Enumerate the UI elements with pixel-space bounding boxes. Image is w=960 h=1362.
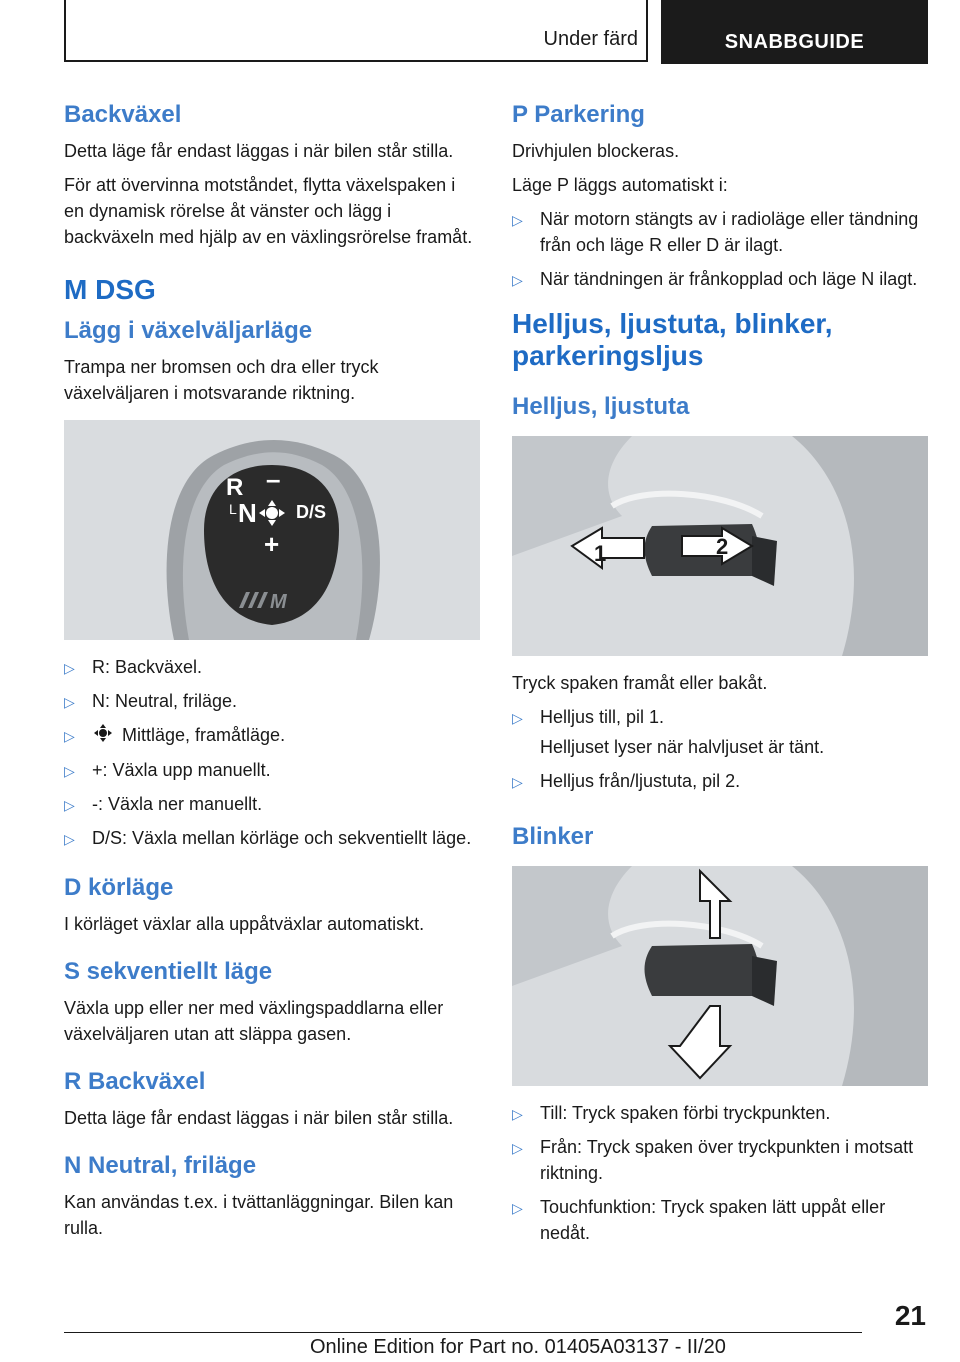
list-item: ▷ Helljus från/ljustuta, pil 2. [512, 768, 928, 794]
heading-p-parkering: P Parkering [512, 101, 645, 128]
section-title: Under färd [543, 28, 638, 50]
para-backvaxel-2: För att övervinna motståndet, flytta växelspaken i en dynamisk rörelse åt vänster och lägg i backväxeln med hjälp av en växlingsrörelse framåt. [64, 175, 473, 247]
list-item: ▷ D/S: Växla mellan körläge och sekventiellt läge. [64, 825, 480, 851]
gear-knob-illustration [64, 420, 480, 640]
parking-list [512, 206, 928, 292]
para-tryck: Tryck spaken framåt eller bakåt. [512, 673, 768, 693]
list-item: ▷ -: Växla ner manuellt. [64, 791, 480, 817]
heading-helljus-main: Helljus, ljustuta, blinker, parkeringsljus [512, 308, 833, 371]
para-d-korlage: I körläget växlar alla uppåtväxlar automatiskt. [64, 914, 425, 935]
para-backvaxel-1: Detta läge får endast läggas i när bilen står stilla. [64, 141, 454, 161]
heading-helljus: Helljus, ljustuta [512, 393, 690, 420]
list-item: ▷ +: Växla upp manuellt. [64, 757, 480, 783]
helljus-note: Helljuset lyser när halvljuset är tänt. [540, 737, 825, 757]
heading-m-dsg: M DSG [64, 274, 156, 305]
list-item: ▷ R: Backväxel. [64, 654, 480, 680]
arrow-label-2: 2 [716, 534, 729, 559]
heading-d-korlage: D körläge [64, 874, 174, 902]
turn-signal-figure [512, 866, 928, 1086]
headlight-list [512, 704, 928, 730]
headlight-lever-illustration [512, 436, 928, 656]
knob-label-r: R [226, 474, 244, 501]
triangle-bullet-icon: ▷ [64, 763, 75, 780]
list-item: ▷ N: Neutral, friläge. [64, 688, 480, 714]
list-item: ▷ När tändningen är frånkopplad och läge N ilagt. [512, 266, 928, 292]
para-s-sekventiellt: Växla upp eller ner med växlingspaddlarna eller växelväljaren utan att släppa gasen. [64, 998, 444, 1045]
page-header [64, 0, 928, 64]
list-item: ▷ Touchfunktion: Tryck spaken lätt uppåt eller nedåt. [512, 1197, 886, 1243]
triangle-bullet-icon: ▷ [512, 1106, 523, 1122]
para-lagg: Trampa ner bromsen och dra eller tryck växelväljaren i motsvarande riktning. [64, 357, 379, 403]
footer-divider [64, 1332, 862, 1333]
triangle-bullet-icon: ▷ [64, 728, 75, 744]
para-r-backvaxel: Detta läge får endast läggas i när bilen står stilla. [64, 1108, 454, 1129]
heading-s-sekventiellt: S sekventiellt läge [64, 958, 273, 986]
gear-positions-list [64, 654, 480, 851]
triangle-bullet-icon: ▷ [512, 774, 523, 790]
heading-backvaxel: Backväxel [64, 101, 182, 128]
list-item: ▷ Till: Tryck spaken förbi tryckpunkten. [512, 1100, 928, 1126]
headlight-lever-figure [512, 436, 928, 656]
center-position-icon [92, 723, 114, 749]
list-item: ▷ Från: Tryck spaken över tryckpunkten i motsatt riktning. [512, 1137, 914, 1183]
heading-blinker: Blinker [512, 823, 594, 850]
blinker-list [512, 1100, 928, 1246]
list-item: ▷ När motorn stängts av i radioläge eller tändning från och läge R eller D är ilagt. [512, 209, 919, 255]
para-p-2: Läge P läggs automatiskt i: [512, 175, 728, 195]
knob-label-minus: – [266, 464, 281, 494]
list-item: ▷ Helljus till, pil 1. [512, 704, 928, 730]
knob-m-logo: M [270, 591, 287, 613]
heading-n-neutral: N Neutral, friläge [64, 1152, 257, 1180]
knob-label-l: L [229, 501, 237, 517]
triangle-bullet-icon: ▷ [512, 1140, 523, 1156]
guide-tab-label: SNABBGUIDE [724, 31, 865, 53]
knob-label-plus: + [264, 529, 280, 559]
triangle-bullet-icon: ▷ [64, 797, 75, 814]
triangle-bullet-icon: ▷ [512, 212, 523, 228]
edition-text: Online Edition for Part no. 01405A03137 - II/20 [310, 1336, 726, 1358]
triangle-bullet-icon: ▷ [64, 694, 75, 710]
triangle-bullet-icon: ▷ [64, 660, 75, 676]
triangle-bullet-icon: ▷ [512, 272, 523, 288]
arrow-label-1: 1 [594, 541, 607, 566]
headlight-list-2 [512, 768, 928, 794]
turn-signal-illustration [512, 866, 928, 1086]
heading-lagg: Lägg i växelväljarläge [64, 317, 313, 344]
triangle-bullet-icon: ▷ [512, 1200, 523, 1216]
page-number: 21 [894, 1300, 926, 1331]
para-p-1: Drivhjulen blockeras. [512, 141, 680, 161]
left-column [64, 100, 480, 1249]
knob-label-n: N [238, 498, 257, 528]
list-item: ▷ Mittläge, framåtläge. [64, 722, 480, 749]
triangle-bullet-icon: ▷ [64, 831, 75, 848]
right-column [512, 100, 928, 1254]
heading-r-backvaxel: R Backväxel [64, 1068, 206, 1096]
guide-tab [661, 0, 928, 64]
para-n-neutral: Kan användas t.ex. i tvättanläggningar. Bilen kan rulla. [64, 1192, 454, 1239]
triangle-bullet-icon: ▷ [512, 710, 523, 726]
gear-knob-figure [64, 420, 480, 640]
knob-label-ds: D/S [296, 502, 327, 522]
